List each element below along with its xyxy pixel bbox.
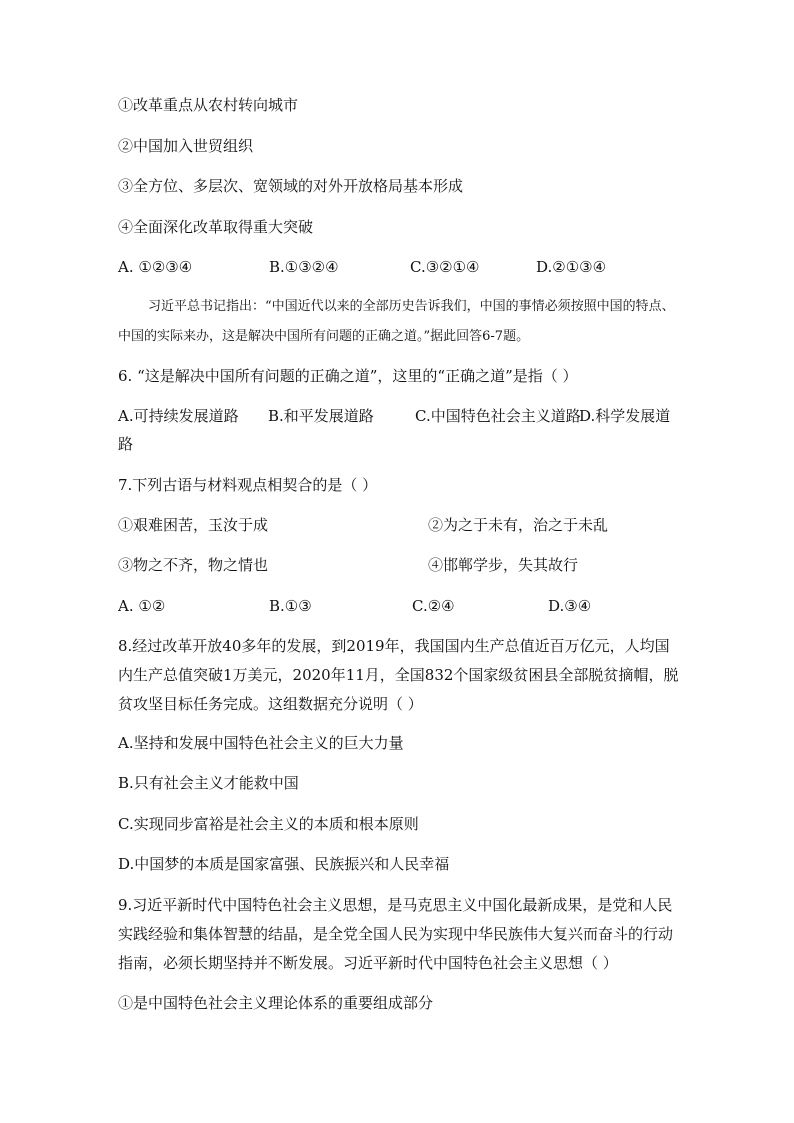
q5-options xyxy=(118,257,678,277)
q6-option-a: A.可持续发展道路 xyxy=(118,407,239,425)
q8-option-a: A.坚持和发展中国特色社会主义的巨大力量 xyxy=(118,734,404,752)
q7-stem: 7.下列古语与材料观点相契合的是（ ） xyxy=(118,476,378,494)
q5-option-c: C.③②①④ xyxy=(410,258,480,276)
q5-statement-3: ③全方位、多层次、宽领域的对外开放格局基本形成 xyxy=(118,177,464,195)
q5-option-b: B.①③②④ xyxy=(269,258,339,276)
q7-options xyxy=(118,596,678,616)
q7-statement-4: ④邯郸学步，失其故行 xyxy=(428,556,579,574)
q6-option-d: D.科学发展道 xyxy=(579,407,671,425)
q7-option-b: B.①③ xyxy=(269,597,312,615)
q6-option-d-wrap: 路 xyxy=(118,435,134,453)
q5-statement-4: ④全面深化改革取得重大突破 xyxy=(118,218,314,236)
q9-stem: 9.习近平新时代中国特色社会主义思想，是马克思主义中国化最新成果，是党和人民实践经验和集体智慧的结晶，是全党全国人民为实现中华民族伟大复兴而奋斗的行动指南，必须长期坚持并不断发展。习近平新时代中国特色社会主义思想（ ） xyxy=(118,896,674,972)
material-quote: 习近平总书记指出：“中国近代以来的全部历史告诉我们，中国的事情必须按照中国的特点、中国的实际来办，这是解决中国所有问题的正确之道。”据此回答6-7题。 xyxy=(118,299,675,344)
q5-option-d: D.②①③④ xyxy=(536,258,607,276)
q6-option-c: C.中国特色社会主义道路 xyxy=(415,407,581,425)
q7-statement-3: ③物之不齐，物之情也 xyxy=(118,556,269,574)
q7-statements-row-2 xyxy=(118,555,678,575)
q7-statement-1: ①艰难困苦，玉汝于成 xyxy=(118,516,269,534)
q7-option-a: A. ①② xyxy=(118,597,166,615)
q8-option-b: B.只有社会主义才能救中国 xyxy=(118,774,299,792)
q7-option-d: D.③④ xyxy=(548,597,592,615)
q7-option-c: C.②④ xyxy=(412,597,455,615)
q7-statements-row-1 xyxy=(118,515,678,535)
q8-option-d: D.中国梦的本质是国家富强、民族振兴和人民幸福 xyxy=(118,855,450,873)
q7-statement-2: ②为之于未有，治之于未乱 xyxy=(428,516,609,534)
q6-stem: 6. “这是解决中国所有问题的正确之道”，这里的“正确之道”是指（ ） xyxy=(118,367,578,385)
q6-options xyxy=(118,406,678,426)
q5-statement-1: ①改革重点从农村转向城市 xyxy=(118,96,299,114)
q5-option-a: A. ①②③④ xyxy=(118,258,193,276)
q5-statement-2: ②中国加入世贸组织 xyxy=(118,137,254,155)
q8-stem: 8.经过改革开放40多年的发展，到2019年，我国国内生产总值近百万亿元，人均国内生产总值突破1万美元，2020年11月，全国832个国家级贫困县全部脱贫摘帽，脱贫攻坚目标任务完成。这组数据充分说明（ ） xyxy=(118,637,679,713)
q8-option-c: C.实现同步富裕是社会主义的本质和根本原则 xyxy=(118,815,419,833)
q9-statement-1: ①是中国特色社会主义理论体系的重要组成部分 xyxy=(118,994,434,1012)
q6-option-b: B.和平发展道路 xyxy=(268,407,374,425)
